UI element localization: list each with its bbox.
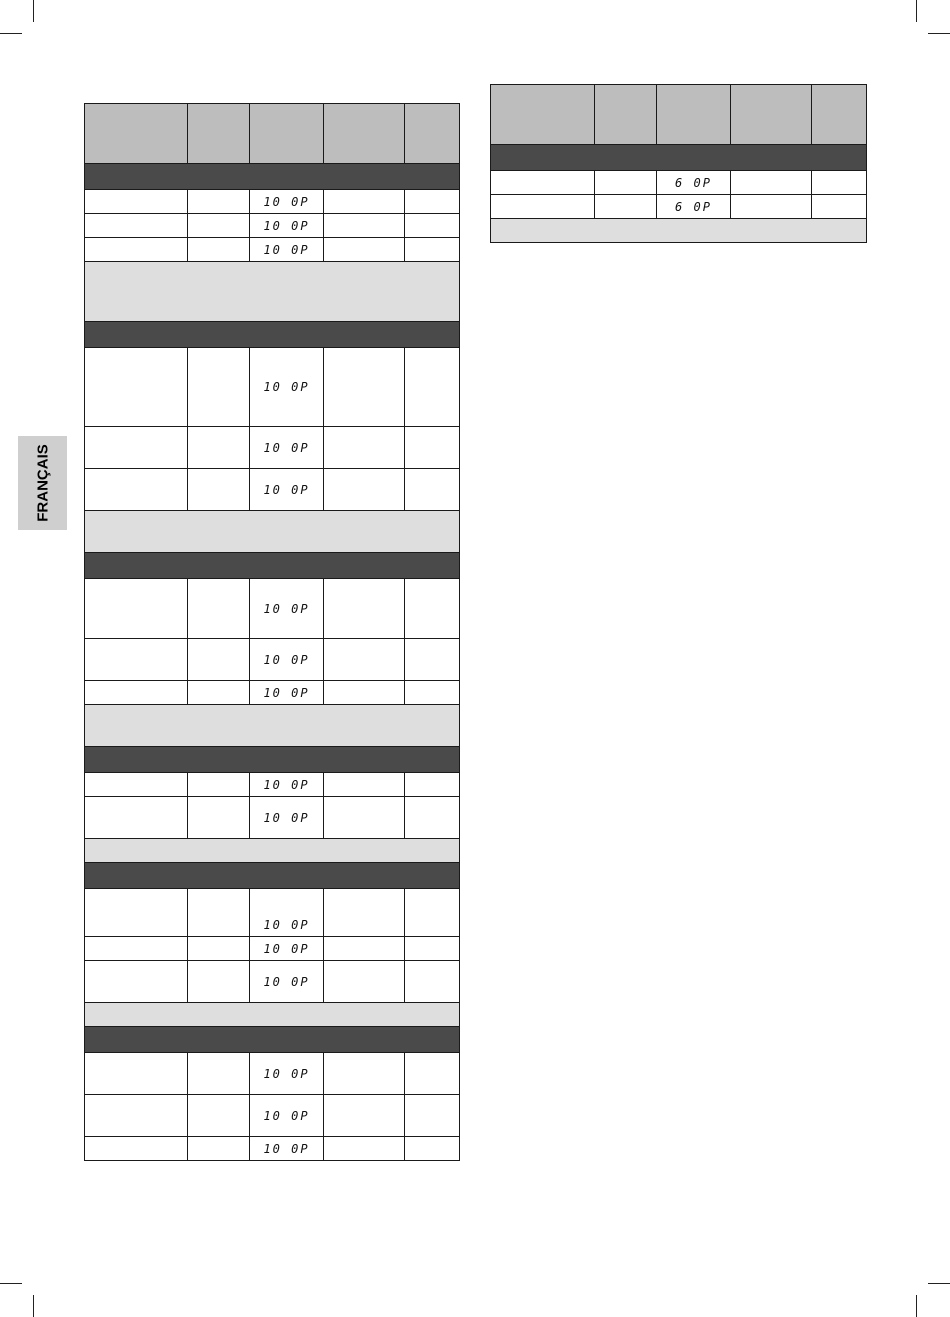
power-display-value: 10 0P	[263, 652, 310, 667]
section-header-row	[85, 747, 460, 773]
table-cell	[731, 171, 812, 195]
display-cell	[250, 469, 324, 511]
display-cell	[250, 639, 324, 681]
table-cell	[188, 961, 250, 1003]
table-cell	[405, 639, 460, 681]
power-display-value: 10 0P	[263, 482, 310, 497]
table-cell	[324, 773, 405, 797]
note-row	[85, 839, 460, 863]
power-display-value: 10 0P	[263, 379, 310, 395]
display-cell	[657, 195, 731, 219]
table-cell	[491, 195, 595, 219]
table-cell	[491, 171, 595, 195]
power-display-value: 10 0P	[263, 440, 310, 455]
table-cell	[324, 1095, 405, 1137]
table-row	[85, 469, 460, 511]
table-cell	[324, 1137, 405, 1161]
table-cell	[188, 579, 250, 639]
table-cell	[188, 1095, 250, 1137]
table-cell	[85, 797, 188, 839]
table-cell	[405, 190, 460, 214]
section-header-row	[85, 553, 460, 579]
table-cell	[188, 427, 250, 469]
table-cell	[188, 937, 250, 961]
table-row	[85, 937, 460, 961]
power-display-value: 10 0P	[263, 242, 310, 257]
display-cell	[250, 961, 324, 1003]
note-cell	[85, 839, 460, 863]
crop-mark	[916, 0, 917, 22]
table-cell	[405, 579, 460, 639]
table-cell	[188, 773, 250, 797]
crop-mark	[33, 1295, 34, 1317]
table-cell	[188, 639, 250, 681]
power-display-value: 10 0P	[263, 1141, 310, 1156]
table-cell	[405, 1095, 460, 1137]
table-cell	[85, 214, 188, 238]
table-cell	[324, 190, 405, 214]
table-cell	[85, 937, 188, 961]
table-cell	[324, 469, 405, 511]
table-cell	[405, 1137, 460, 1161]
table-cell	[188, 889, 250, 937]
table-cell	[324, 797, 405, 839]
note-cell	[491, 219, 867, 243]
power-display-value: 10 0P	[263, 1108, 310, 1123]
display-cell	[250, 1095, 324, 1137]
table-cell	[85, 639, 188, 681]
table-cell	[405, 937, 460, 961]
table-cell	[595, 195, 657, 219]
table-cell	[188, 238, 250, 262]
table-cell	[324, 427, 405, 469]
table-cell	[324, 1053, 405, 1095]
table-cell	[405, 348, 460, 427]
table-cell	[595, 171, 657, 195]
power-display-value: 10 0P	[263, 194, 310, 209]
table-row	[85, 1053, 460, 1095]
note-cell	[85, 705, 460, 747]
table-cell	[188, 797, 250, 839]
table-cell	[85, 348, 188, 427]
display-cell	[250, 937, 324, 961]
section-header-row	[85, 164, 460, 190]
table-cell	[85, 238, 188, 262]
table-cell	[405, 773, 460, 797]
table-row	[85, 190, 460, 214]
table-cell	[85, 1137, 188, 1161]
table-row	[85, 681, 460, 705]
header-cell	[250, 104, 324, 164]
table-cell	[731, 195, 812, 219]
table-row	[85, 1095, 460, 1137]
section-header-cell	[85, 164, 460, 190]
display-cell	[250, 214, 324, 238]
table-cell	[405, 469, 460, 511]
table-cell	[405, 889, 460, 937]
table-cell	[85, 190, 188, 214]
table-cell	[188, 190, 250, 214]
table-row	[85, 348, 460, 427]
table-cell	[405, 427, 460, 469]
power-display-value: 10 0P	[263, 685, 310, 700]
table-cell	[188, 469, 250, 511]
header-cell	[595, 85, 657, 145]
section-header-row	[85, 1027, 460, 1053]
table-cell	[85, 889, 188, 937]
table-cell	[85, 1053, 188, 1095]
section-header-row	[85, 863, 460, 889]
table-header-row	[491, 85, 867, 145]
table-cell	[324, 889, 405, 937]
table-row	[491, 171, 867, 195]
table-cell	[405, 1053, 460, 1095]
crop-mark	[0, 1283, 22, 1284]
table-cell	[85, 1095, 188, 1137]
table-cell	[812, 171, 867, 195]
table-row	[491, 195, 867, 219]
note-row	[85, 511, 460, 553]
power-display-value: 10 0P	[263, 917, 310, 933]
language-tab-label: FRANÇAIS	[34, 444, 51, 522]
table-row	[85, 1137, 460, 1161]
crop-mark	[0, 33, 22, 34]
header-cell	[657, 85, 731, 145]
note-cell	[85, 1003, 460, 1027]
table-cell	[324, 214, 405, 238]
note-row	[491, 219, 867, 243]
display-cell	[250, 190, 324, 214]
table-cell	[812, 195, 867, 219]
table-cell	[85, 773, 188, 797]
table-cell	[324, 238, 405, 262]
note-row	[85, 705, 460, 747]
table-cell	[324, 348, 405, 427]
table-cell	[405, 214, 460, 238]
display-cell	[250, 773, 324, 797]
table-cell	[405, 797, 460, 839]
crop-mark	[928, 33, 950, 34]
table-row	[85, 889, 460, 937]
table-cell	[85, 469, 188, 511]
display-cell	[250, 348, 324, 427]
table-cell	[188, 348, 250, 427]
table-row	[85, 427, 460, 469]
power-display-value: 10 0P	[263, 218, 310, 233]
table-cell	[324, 639, 405, 681]
power-display-value: 10 0P	[263, 810, 310, 825]
table-cell	[85, 681, 188, 705]
section-header-cell	[85, 1027, 460, 1053]
section-header-cell	[85, 863, 460, 889]
section-header-row	[491, 145, 867, 171]
table-cell	[324, 579, 405, 639]
table-cell	[188, 214, 250, 238]
table-cell	[324, 681, 405, 705]
table-row	[85, 579, 460, 639]
display-cell	[250, 427, 324, 469]
table-row	[85, 773, 460, 797]
note-row	[85, 1003, 460, 1027]
section-header-cell	[85, 747, 460, 773]
table-header-row	[85, 104, 460, 164]
header-cell	[405, 104, 460, 164]
header-cell	[188, 104, 250, 164]
display-cell	[250, 889, 324, 937]
display-cell	[250, 1137, 324, 1161]
header-cell	[324, 104, 405, 164]
power-display-value: 10 0P	[263, 974, 310, 989]
power-display-value: 6 0P	[675, 175, 712, 190]
power-display-value: 10 0P	[263, 777, 310, 792]
table-cell	[85, 427, 188, 469]
header-cell	[85, 104, 188, 164]
language-tab	[18, 436, 67, 530]
crop-mark	[916, 1295, 917, 1317]
note-cell	[85, 262, 460, 322]
header-cell	[812, 85, 867, 145]
power-display-value: 10 0P	[263, 601, 310, 616]
header-cell	[491, 85, 595, 145]
table-cell	[188, 681, 250, 705]
table-cell	[188, 1137, 250, 1161]
note-row	[85, 262, 460, 322]
display-cell	[657, 171, 731, 195]
table-row	[85, 961, 460, 1003]
power-display-value: 6 0P	[675, 199, 712, 214]
section-header-row	[85, 322, 460, 348]
table-cell	[405, 681, 460, 705]
power-display-value: 10 0P	[263, 941, 310, 956]
section-header-cell	[85, 322, 460, 348]
table-cell	[324, 937, 405, 961]
display-cell	[250, 681, 324, 705]
display-cell	[250, 579, 324, 639]
display-cell	[250, 797, 324, 839]
table-row	[85, 238, 460, 262]
table-cell	[188, 1053, 250, 1095]
display-cell	[250, 1053, 324, 1095]
table-row	[85, 639, 460, 681]
table-cell	[405, 961, 460, 1003]
table-cell	[405, 238, 460, 262]
crop-mark	[33, 0, 34, 22]
power-display-value: 10 0P	[263, 1066, 310, 1081]
table-cell	[85, 579, 188, 639]
table-cell	[85, 961, 188, 1003]
section-header-cell	[85, 553, 460, 579]
table-cell	[324, 961, 405, 1003]
crop-mark	[928, 1283, 950, 1284]
section-header-cell	[491, 145, 867, 171]
left-settings-table	[84, 103, 460, 1161]
table-row	[85, 797, 460, 839]
note-cell	[85, 511, 460, 553]
display-cell	[250, 238, 324, 262]
right-settings-table	[490, 84, 867, 243]
header-cell	[731, 85, 812, 145]
table-row	[85, 214, 460, 238]
